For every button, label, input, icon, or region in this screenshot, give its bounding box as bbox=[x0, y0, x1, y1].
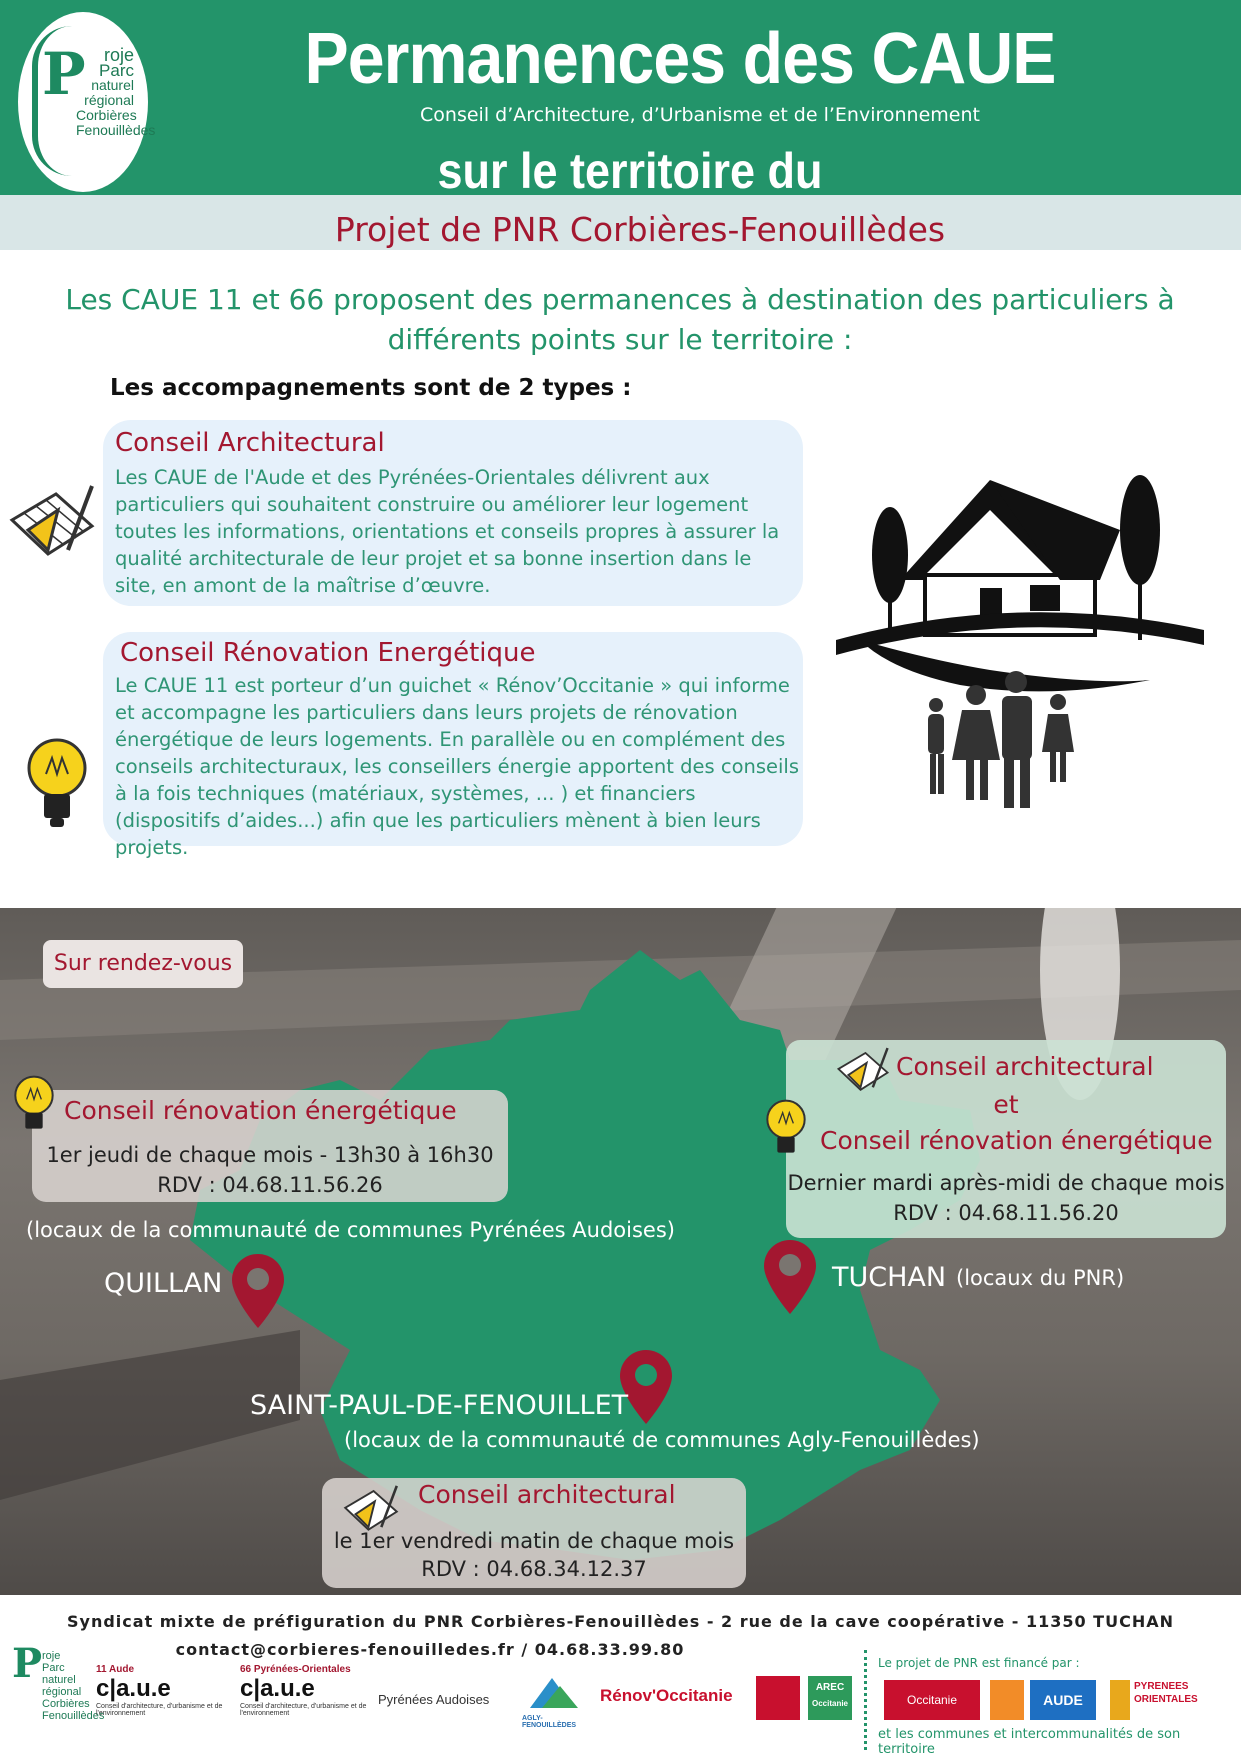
caue11-name: c|a.u.e bbox=[96, 1675, 171, 1702]
tuchan-note: (locaux du PNR) bbox=[956, 1266, 1125, 1290]
logo-line: Fenouillèdes bbox=[76, 122, 156, 138]
page-title-2: sur le territoire du bbox=[437, 143, 823, 199]
logo-line: roje bbox=[103, 45, 134, 65]
funded-by-label: Le projet de PNR est financé par : bbox=[878, 1656, 1080, 1670]
town-tuchan: TUCHAN bbox=[832, 1262, 947, 1293]
occitanie-region-logo: Occitanie bbox=[884, 1680, 980, 1720]
pyrenees-audoises-logo: Pyrénées Audoises bbox=[378, 1692, 490, 1707]
saint-paul-schedule: le 1er vendredi matin de chaque mois bbox=[333, 1529, 735, 1553]
logo-line: Fenouillèdes bbox=[42, 1710, 105, 1722]
map-pin-icon[interactable] bbox=[232, 1254, 284, 1328]
architect-tools-icon bbox=[836, 1044, 890, 1100]
caue66-desc: Conseil d'architecture, d'urbanisme et de l'environnement bbox=[240, 1703, 367, 1717]
caue66-dept: Pyrénées-Orientales bbox=[253, 1664, 351, 1675]
logo-line: régional bbox=[42, 1686, 82, 1698]
footer-address: Syndicat mixte de préfiguration du PNR Corbières-Fenouillèdes - 2 rue de la cave coopérative - 11350 TUCHAN bbox=[67, 1612, 1174, 1631]
tuchan-box-title-2: Conseil rénovation énergétique bbox=[820, 1126, 1213, 1155]
caue11-dept: Aude bbox=[109, 1664, 134, 1675]
map-top-edge bbox=[0, 892, 1241, 908]
card-text: Les CAUE de l'Aude et des Pyrénées-Orientales délivrent aux particuliers qui souhaitent construire ou améliorer leur logement toutes les informations, orientations et conseils propres à assurer la qualité architecturale de leur projet et sa bonne insertion dans le site, en amont de la maîtrise d’œuvre. bbox=[115, 466, 780, 597]
quillan-info-box bbox=[32, 1090, 508, 1202]
architect-tools-icon bbox=[342, 1482, 400, 1540]
quillan-note: (locaux de la communauté de communes Pyrénées Audoises) bbox=[26, 1218, 675, 1242]
tuchan-rdv: RDV : 04.68.11.56.20 bbox=[893, 1201, 1119, 1225]
logo-line: régional bbox=[84, 92, 134, 108]
house-family-illustration bbox=[830, 470, 1210, 830]
tuchan-box-and: et bbox=[993, 1090, 1019, 1119]
logo-line: Parc bbox=[42, 1662, 65, 1674]
caue11-logo bbox=[96, 1664, 226, 1717]
card-title: Conseil Architectural bbox=[115, 428, 385, 458]
map-pin-icon[interactable] bbox=[764, 1240, 816, 1314]
saint-paul-rdv: RDV : 04.68.34.12.37 bbox=[421, 1557, 647, 1581]
light-bulb-icon bbox=[12, 1074, 56, 1138]
card-text: Le CAUE 11 est porteur d’un guichet « Rénov’Occitanie » qui informe et accompagne les particuliers dans leurs projets de rénovation énergétique de leurs logements. En parallèle ou en complément des conseils architecturaux, les conseillers énergie apportent des conseils à la fois techniques (matériaux, systèmes, ... ) et financiers (dispositifs d’aides...) afin que les particuliers mènent à bien leurs projets. bbox=[115, 674, 800, 859]
light-bulb-icon bbox=[24, 736, 90, 832]
logo-line: Parc bbox=[99, 61, 134, 80]
logo-line: Corbières bbox=[76, 107, 137, 123]
page-subtitle: Conseil d’Architecture, d’Urbanisme et de l’Environnement bbox=[420, 104, 980, 126]
town-quillan: QUILLAN bbox=[104, 1268, 223, 1299]
quillan-box-title: Conseil rénovation énergétique bbox=[64, 1096, 457, 1125]
saint-paul-box-title: Conseil architectural bbox=[418, 1480, 676, 1509]
card-renovation bbox=[103, 632, 803, 859]
page-title-3: Projet de PNR Corbières-Fenouillèdes bbox=[334, 210, 946, 249]
funded-by-communes: et les communes et intercommunalités de son territoire bbox=[878, 1727, 1181, 1757]
agly-fenouilledes-logo bbox=[522, 1676, 582, 1729]
po-flag-logo bbox=[1110, 1680, 1130, 1720]
logo-letter: P bbox=[42, 40, 86, 108]
logo-line: roje bbox=[42, 1650, 61, 1662]
arec-occitanie: Occitanie bbox=[811, 1699, 848, 1708]
arec-label: AREC bbox=[815, 1682, 845, 1693]
card-architectural bbox=[103, 420, 803, 606]
architect-tools-icon bbox=[8, 480, 96, 570]
logo-letter: P bbox=[12, 1640, 43, 1687]
tuchan-schedule: Dernier mardi après-midi de chaque mois bbox=[787, 1171, 1225, 1195]
town-saint-paul: SAINT-PAUL-DE-FENOUILLET bbox=[250, 1390, 629, 1421]
tuchan-box-title-1: Conseil architectural bbox=[896, 1052, 1154, 1081]
quillan-schedule: 1er jeudi de chaque mois - 13h30 à 16h30 bbox=[46, 1143, 494, 1167]
footer-divider bbox=[864, 1650, 867, 1750]
saint-paul-note: (locaux de la communauté de communes Agly-Fenouillèdes) bbox=[344, 1428, 980, 1452]
logo-line: naturel bbox=[42, 1674, 76, 1686]
logo-line: Corbières bbox=[42, 1698, 90, 1710]
caue11-desc: Conseil d'architecture, d'urbanisme et de l'environnement bbox=[96, 1703, 223, 1717]
card-title: Conseil Rénovation Energétique bbox=[120, 638, 536, 668]
agly-label: AGLY-FENOUILLÈDES bbox=[522, 1715, 577, 1729]
aude-logo: AUDE bbox=[1030, 1680, 1096, 1720]
aude-symbol-logo bbox=[990, 1680, 1024, 1720]
caue66-logo bbox=[240, 1664, 370, 1717]
light-bulb-icon bbox=[764, 1098, 808, 1162]
page-title: Permanences des CAUE bbox=[304, 19, 1056, 99]
arec-logo bbox=[808, 1676, 852, 1720]
region-occitanie-logo bbox=[756, 1676, 800, 1720]
footer-contact[interactable]: contact@corbieres-fenouilledes.fr / 04.68.33.99.80 bbox=[175, 1640, 685, 1659]
rdv-badge: Sur rendez-vous bbox=[43, 940, 243, 988]
caue66-name: c|a.u.e bbox=[240, 1675, 315, 1702]
renov-occitanie-logo: Rénov'Occitanie bbox=[600, 1686, 733, 1705]
types-label: Les accompagnements sont de 2 types : bbox=[110, 375, 632, 401]
quillan-rdv: RDV : 04.68.11.56.26 bbox=[157, 1173, 383, 1197]
caue11-num: 11 bbox=[96, 1664, 107, 1675]
intro-text: Les CAUE 11 et 66 proposent des permanences à destination des particuliers à différents points sur le territoire : bbox=[65, 283, 1175, 356]
logo-text bbox=[76, 45, 156, 138]
caue66-num: 66 bbox=[240, 1664, 252, 1675]
po-logo: PYRENEES ORIENTALES bbox=[1134, 1681, 1198, 1705]
logo-line: naturel bbox=[91, 77, 134, 93]
